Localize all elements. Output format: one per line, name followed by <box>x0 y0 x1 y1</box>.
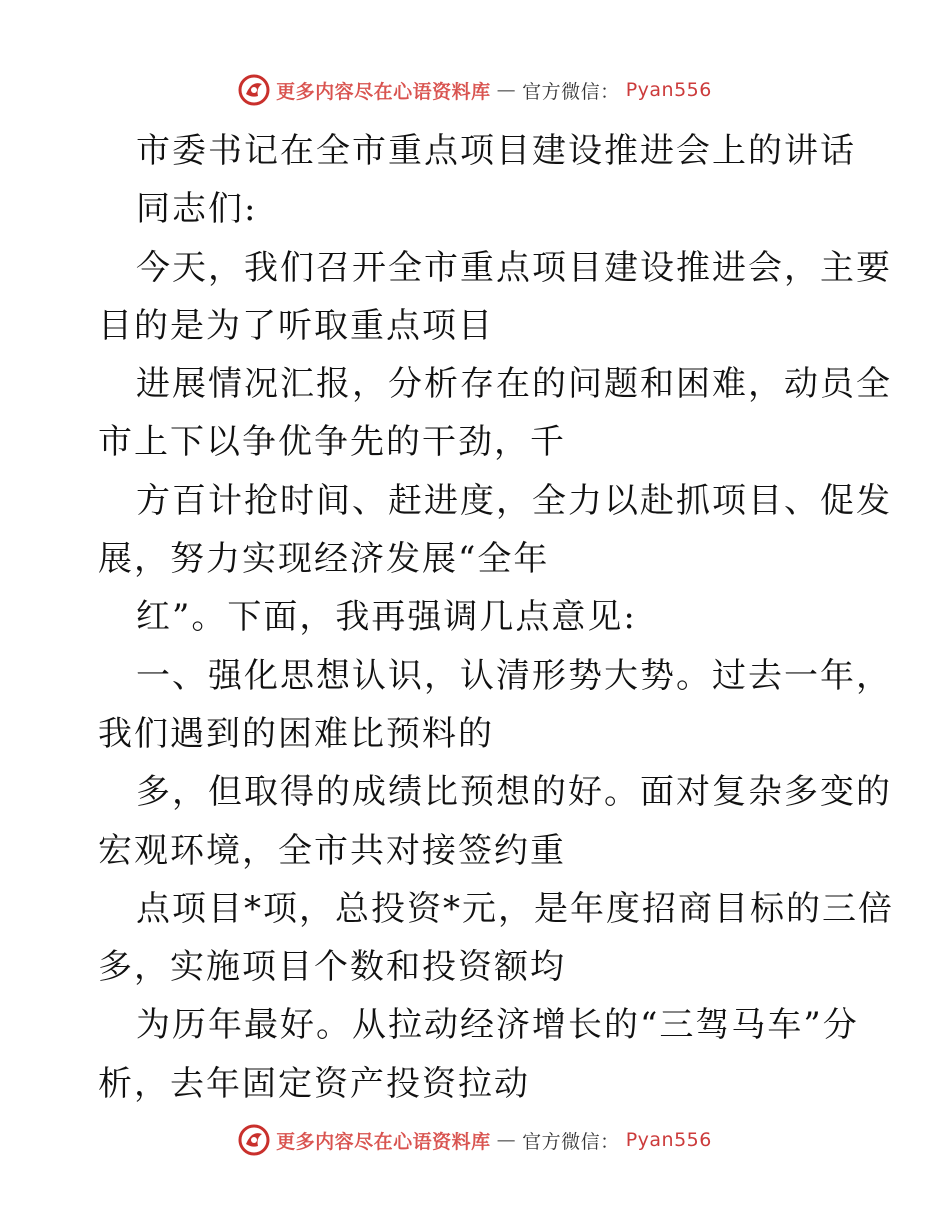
text-line: 红”。下面，我再强调几点意见: <box>136 597 637 638</box>
text-line: 一、强化思想认识，认清形势大势。过去一年， <box>136 655 892 696</box>
watermark-wechat-id: Pyan556 <box>625 1129 712 1151</box>
text-line: 为历年最好。从拉动经济增长的“三驾马车”分 <box>136 1005 859 1046</box>
text-line: 展，努力实现经济发展“全年 <box>98 539 550 580</box>
text-line: 市上下以争优争先的干劲，千 <box>98 422 566 463</box>
text-line: 宏观环境，全市共对接签约重 <box>98 830 566 871</box>
watermark-brand: 更多内容尽在心语资料库 <box>276 1130 491 1153</box>
watermark-brand: 更多内容尽在心语资料库 <box>276 80 491 103</box>
watermark-dash: — <box>496 79 517 101</box>
text-line: 多，但取得的成绩比预想的好。面对复杂多变的 <box>136 772 892 813</box>
red-swirl-logo-icon <box>238 1124 270 1156</box>
watermark-wechat-label: 官方微信： <box>522 1130 620 1153</box>
red-swirl-logo-icon <box>238 74 270 106</box>
text-line: 点项目*项，总投资*元，是年度招商目标的三倍 <box>136 888 894 929</box>
text-line: 我们遇到的困难比预料的 <box>98 713 494 754</box>
document-body <box>98 122 894 1113</box>
text-line: 方百计抢时间、赶进度，全力以赴抓项目、促发 <box>136 480 892 521</box>
salutation: 同志们: <box>136 189 258 230</box>
text-line: 析，去年固定资产投资拉动 <box>98 1063 530 1104</box>
watermark-dash: — <box>496 1129 517 1151</box>
watermark-wechat-id: Pyan556 <box>625 79 712 101</box>
text-line: 今天，我们召开全市重点项目建设推进会，主要 <box>136 247 892 288</box>
text-line: 多，实施项目个数和投资额均 <box>98 947 566 988</box>
header-watermark <box>0 70 950 110</box>
document-title: 市委书记在全市重点项目建设推进会上的讲话 <box>136 131 856 171</box>
footer-watermark <box>0 1120 950 1160</box>
text-line: 目的是为了听取重点项目 <box>98 305 494 346</box>
watermark-wechat-label: 官方微信： <box>522 80 620 103</box>
text-line: 进展情况汇报，分析存在的问题和困难，动员全 <box>136 364 892 405</box>
